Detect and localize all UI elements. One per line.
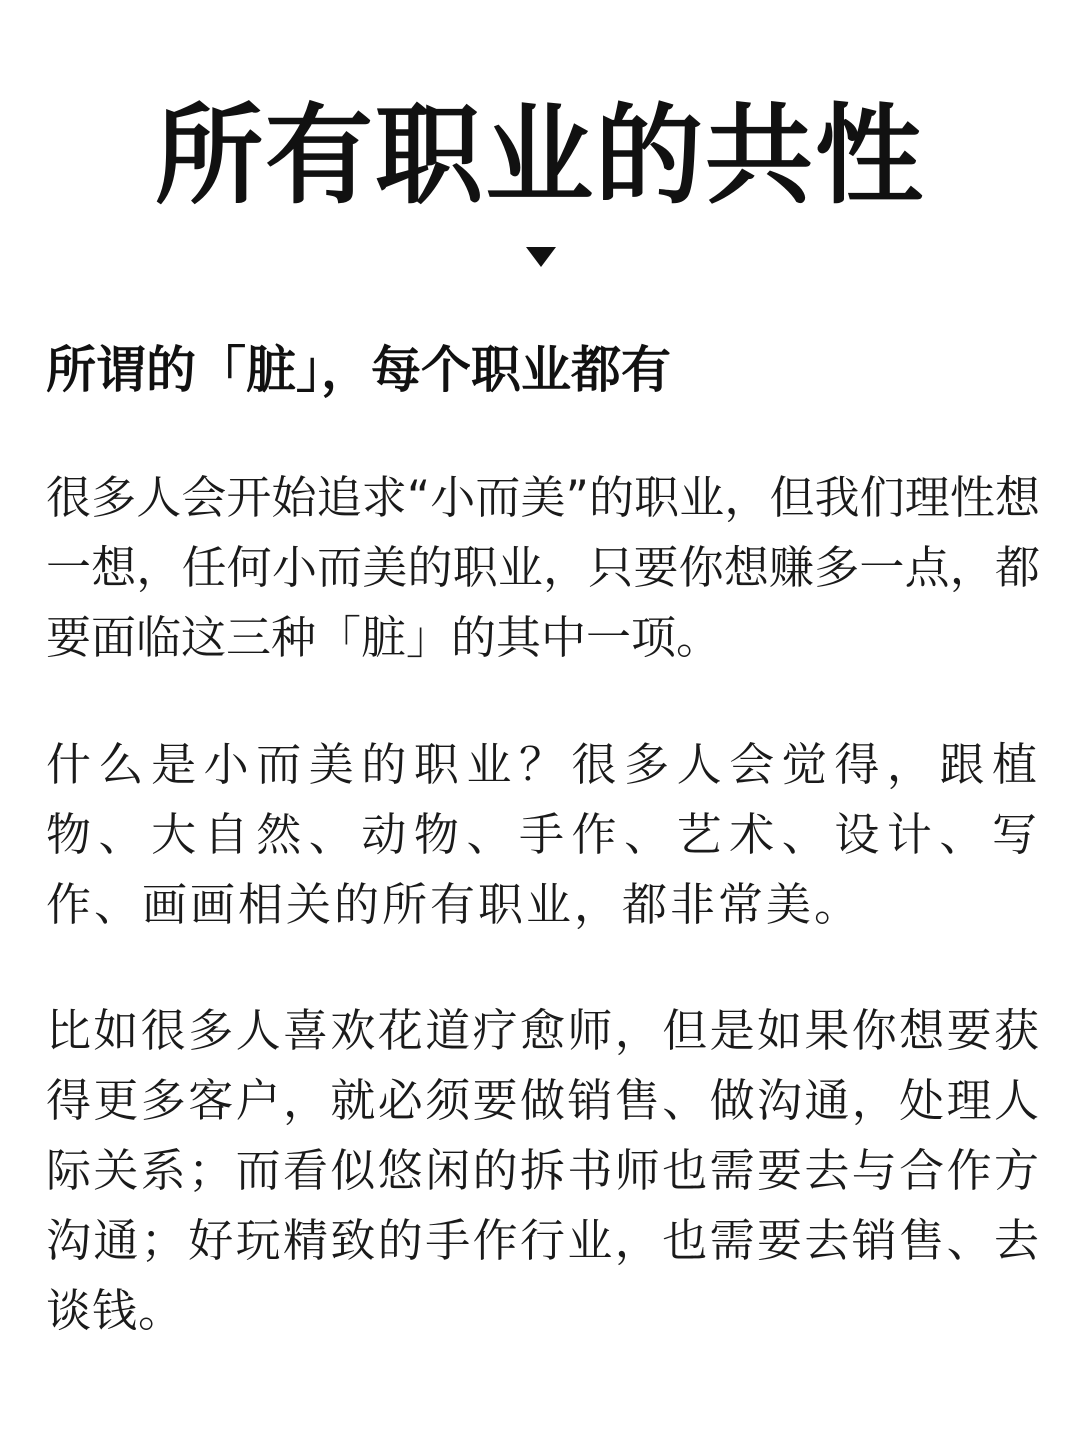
page-title: 所有职业的共性 [154, 94, 925, 219]
paragraph-1: 很多人会开始追求“小而美”的职业，但我们理性想一想，任何小而美的职业，只要你想赚多一点，都要面临这三种「脏」的其中一项。 [46, 471, 1040, 664]
section-heading: 所谓的「脏」，每个职业都有 [46, 341, 671, 399]
paragraph-2: 什么是小而美的职业？很多人会觉得，跟植物、大自然、动物、手作、艺术、设计、写作、画画相关的所有职业，都非常美。 [46, 738, 1040, 931]
paragraph-3: 比如很多人喜欢花道疗愈师，但是如果你想要获得更多客户，就必须要做销售、做沟通，处理人际关系；而看似悠闲的拆书师也需要去与合作方沟通；好玩精致的手作行业，也需要去销售、去谈钱。 [46, 1004, 1040, 1337]
triangle-down-icon [526, 247, 556, 267]
